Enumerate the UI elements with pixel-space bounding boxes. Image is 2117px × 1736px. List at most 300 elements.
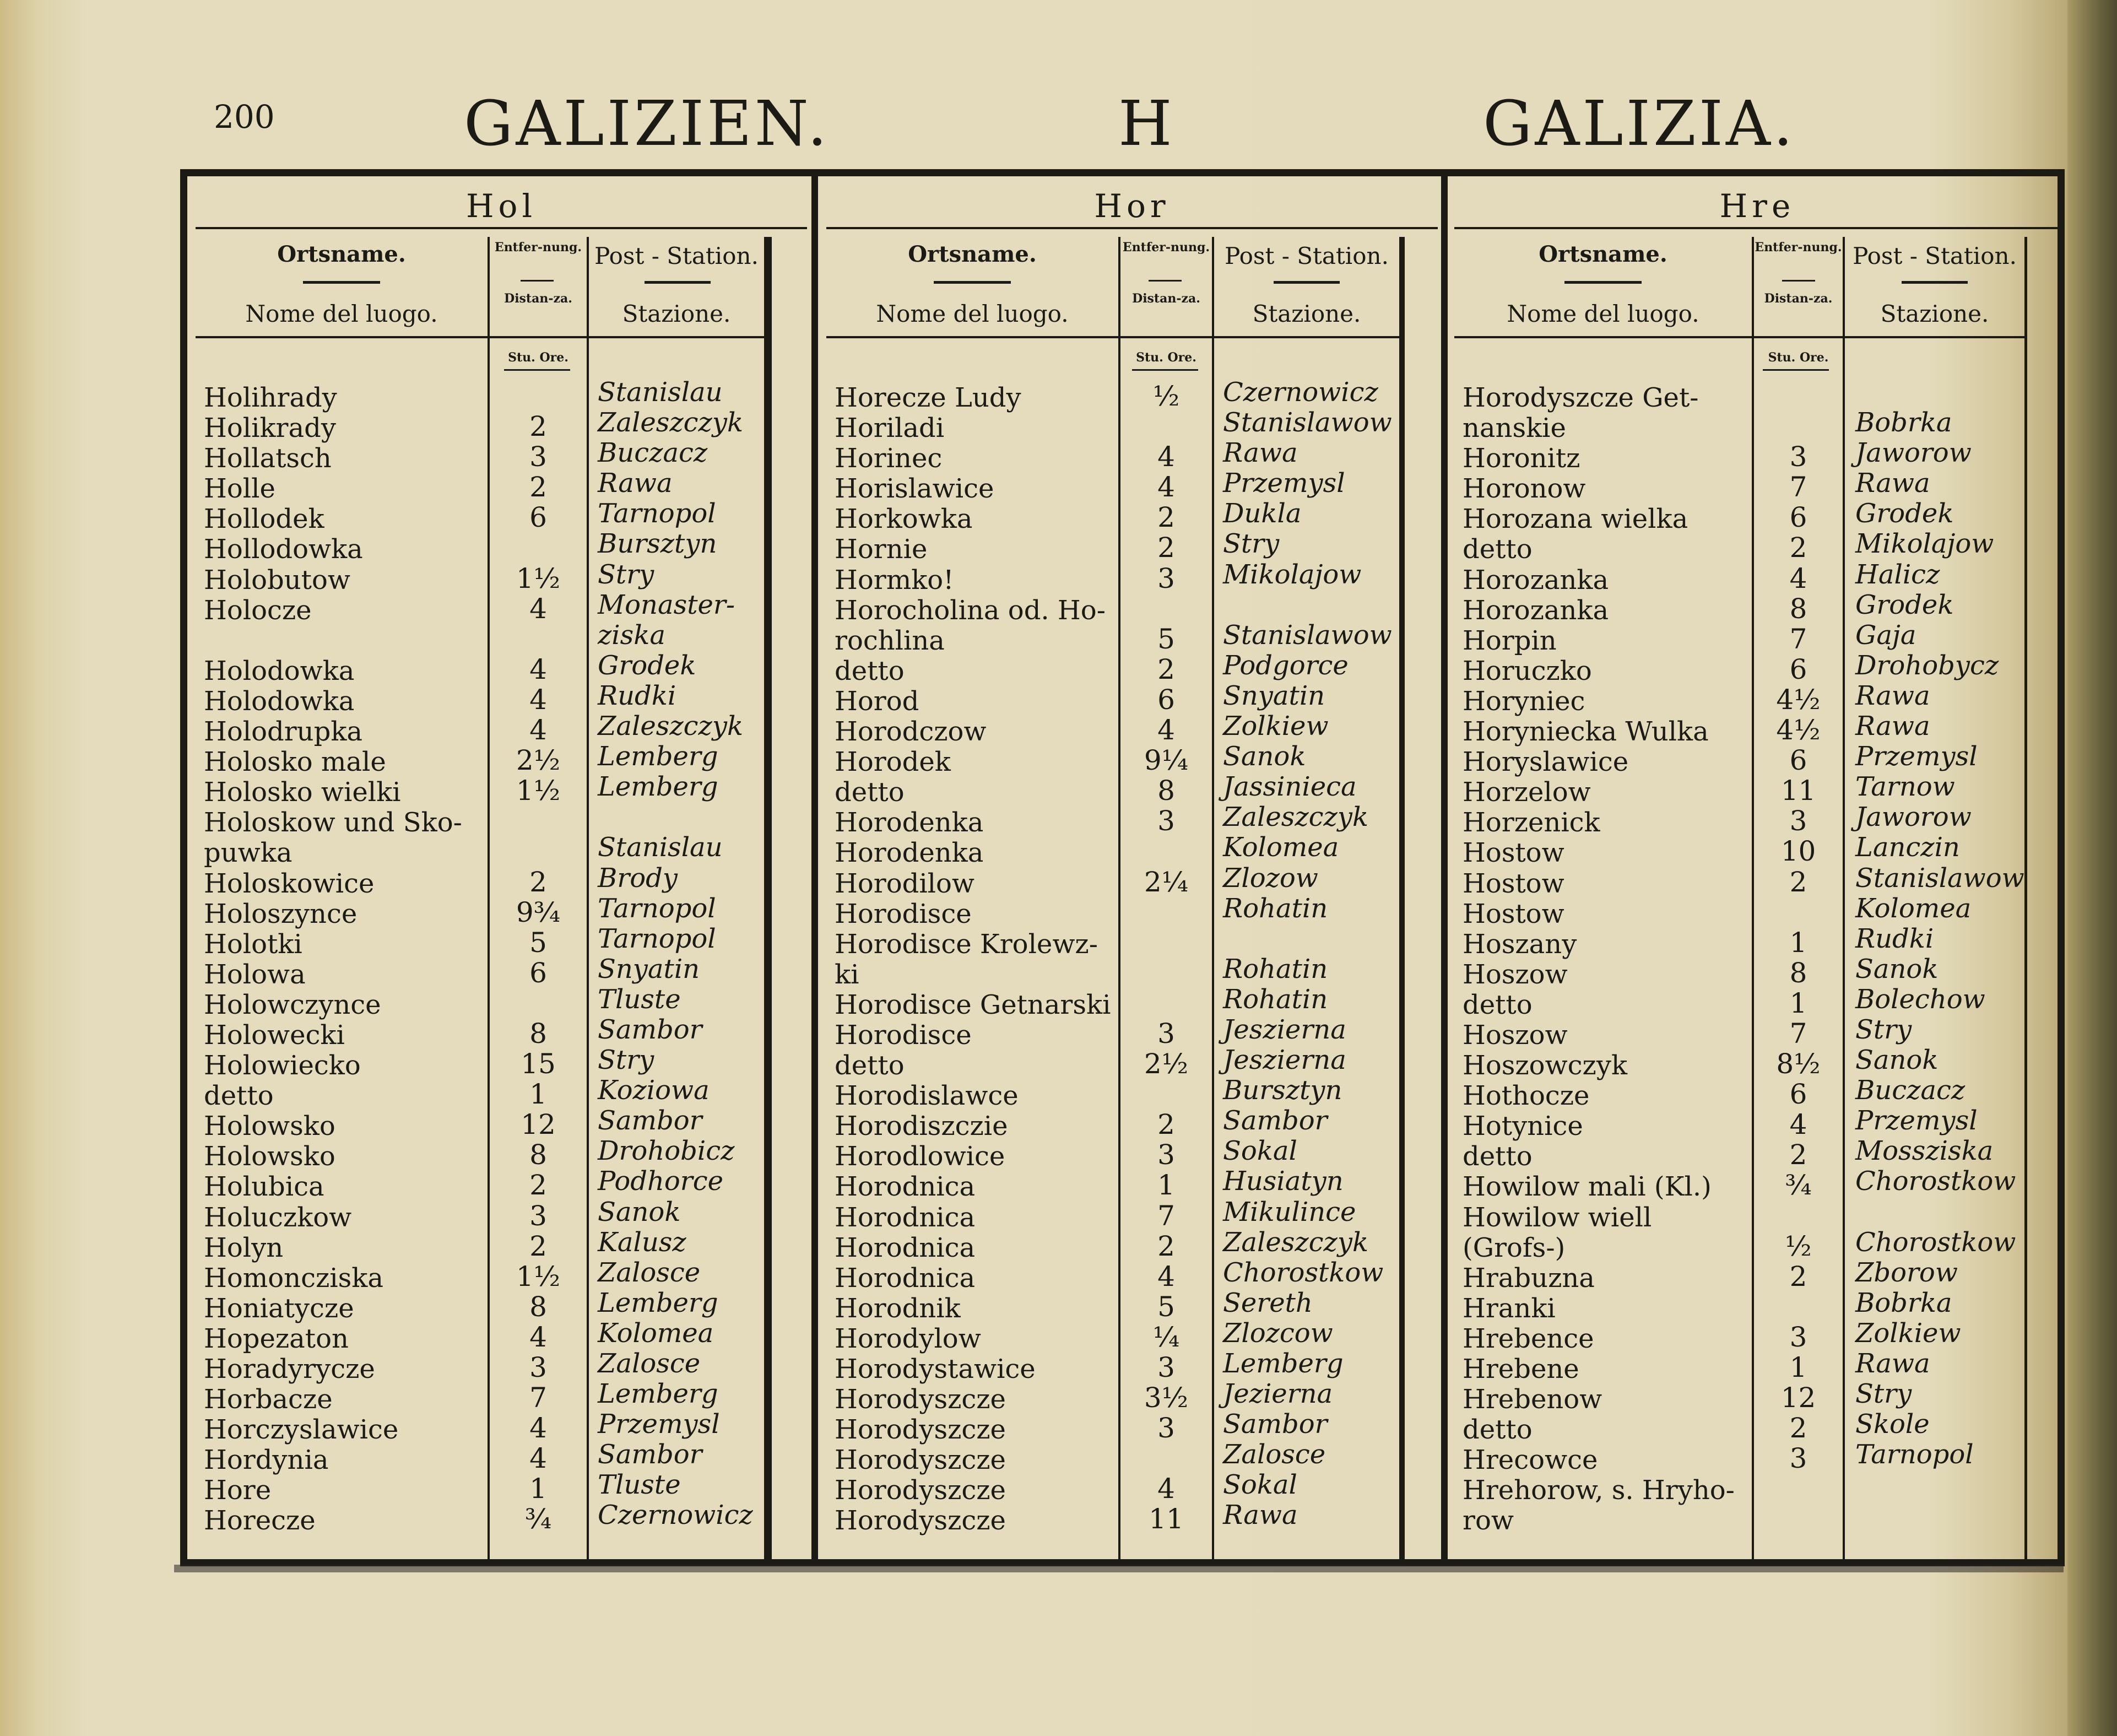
distance-hours: 2 bbox=[1157, 532, 1175, 564]
table-row bbox=[826, 1105, 1438, 1142]
distance-hours: 2 bbox=[529, 410, 547, 443]
place-name: Holodowka bbox=[204, 655, 355, 686]
table-row bbox=[1454, 650, 2060, 686]
distance-hours: 7 bbox=[1789, 471, 1807, 504]
place-name: Horinec bbox=[835, 443, 943, 474]
table-row bbox=[1454, 741, 2060, 778]
rule bbox=[196, 227, 807, 229]
table-row bbox=[196, 1257, 807, 1294]
distance-hours: 2 bbox=[1157, 1230, 1175, 1262]
table-row bbox=[1454, 407, 2060, 444]
post-station: Podgorce bbox=[1223, 650, 1349, 681]
table-row bbox=[196, 1348, 807, 1385]
post-station: Rawa bbox=[1223, 437, 1298, 469]
table-row bbox=[196, 1196, 807, 1233]
post-station: Stanislawow bbox=[1223, 407, 1392, 439]
table-row bbox=[1454, 437, 2060, 474]
distance-hours: 5 bbox=[1157, 623, 1175, 655]
table-row bbox=[826, 650, 1438, 686]
post-station: Lemberg bbox=[598, 741, 718, 772]
place-name: Hormko! bbox=[835, 564, 954, 596]
place-name: Homoncziska bbox=[204, 1262, 383, 1294]
place-name: Holobutow bbox=[204, 564, 350, 596]
post-station: Stry bbox=[1223, 528, 1280, 560]
distance-hours: 2 bbox=[1789, 1139, 1807, 1171]
post-station: Sanok bbox=[1855, 1045, 1939, 1076]
post-station: Lanczin bbox=[1855, 832, 1960, 863]
place-name: Holowsko bbox=[204, 1141, 335, 1172]
place-name: Horpin bbox=[1463, 625, 1557, 656]
distance-hours: 1 bbox=[1789, 1351, 1807, 1383]
place-name: Howilow mali (Kl.) bbox=[1463, 1171, 1712, 1203]
post-station: Mikolajow bbox=[1223, 559, 1362, 590]
place-name: Horod bbox=[835, 685, 919, 717]
post-station: Zaleszczyk bbox=[1223, 1226, 1369, 1258]
place-name: Hollodek bbox=[204, 504, 324, 535]
distance-hours: 2¼ bbox=[1144, 866, 1189, 898]
table-row bbox=[196, 893, 807, 929]
place-name: Horbacze bbox=[204, 1384, 333, 1415]
post-station: Przemysl bbox=[1855, 1105, 1978, 1137]
post-station: Brody bbox=[598, 862, 678, 894]
distance-hours: 3 bbox=[529, 1199, 547, 1232]
distance-hours: 6 bbox=[1157, 683, 1175, 716]
place-name: Horodenka bbox=[835, 807, 984, 839]
distance-hours: 3 bbox=[1157, 1017, 1175, 1050]
table-row bbox=[196, 1226, 807, 1263]
post-station: Sanok bbox=[1855, 953, 1939, 985]
post-station: Bobrka bbox=[1855, 1287, 1952, 1318]
place-name: Horyniecka Wulka bbox=[1463, 716, 1709, 748]
post-station: Koziowa bbox=[598, 1075, 710, 1106]
distance-hours: 12 bbox=[521, 1108, 556, 1141]
group-label: Hre bbox=[1719, 187, 1795, 225]
column-block-hor bbox=[826, 176, 1438, 1559]
post-station: Jaworow bbox=[1855, 802, 1972, 833]
group-label: Hol bbox=[465, 187, 537, 225]
table-row bbox=[1454, 802, 2060, 839]
header-galizia: GALIZIA. bbox=[1483, 88, 1796, 160]
place-name: rochlina bbox=[835, 625, 945, 656]
table-row bbox=[196, 1105, 807, 1142]
post-station: Rudki bbox=[598, 680, 676, 711]
distance-hours: 3 bbox=[1789, 1442, 1807, 1475]
table-row bbox=[1454, 1409, 2060, 1446]
place-name: Horocholina od. Ho- bbox=[835, 594, 1106, 626]
table-row bbox=[196, 1135, 807, 1172]
distance-hours: 8½ bbox=[1776, 1048, 1821, 1080]
table-row bbox=[826, 1166, 1438, 1203]
table-row bbox=[196, 1166, 807, 1203]
table-row bbox=[1454, 680, 2060, 717]
place-name: Hothocze bbox=[1463, 1080, 1590, 1112]
post-station: Tarnopol bbox=[598, 893, 716, 924]
place-name: Horecze bbox=[204, 1505, 316, 1537]
place-name: Horodenka bbox=[835, 837, 984, 869]
post-station: Lemberg bbox=[598, 771, 718, 803]
table-row bbox=[196, 923, 807, 960]
place-name: (Grofs-) bbox=[1463, 1232, 1566, 1263]
post-station: Rawa bbox=[598, 468, 673, 499]
place-name: Horodilow bbox=[835, 868, 975, 899]
col-header-dist-de: Entfer-nung. bbox=[1122, 240, 1210, 255]
table-row bbox=[1454, 1135, 2060, 1172]
table-row bbox=[196, 498, 807, 535]
table-row bbox=[1454, 1317, 2060, 1354]
post-station: Rawa bbox=[1855, 1348, 1930, 1379]
place-name: Horodyszcze bbox=[835, 1384, 1006, 1415]
rule bbox=[826, 336, 1399, 338]
rule bbox=[645, 281, 711, 284]
distance-hours: 4 bbox=[1157, 714, 1175, 747]
post-station: Sambor bbox=[598, 1439, 702, 1470]
table-row bbox=[826, 498, 1438, 535]
distance-hours: 6 bbox=[529, 956, 547, 989]
table-row bbox=[826, 741, 1438, 778]
distance-hours: 6 bbox=[1789, 1078, 1807, 1111]
post-station: Zolkiew bbox=[1855, 1317, 1961, 1349]
place-name: Horodyszcze bbox=[835, 1414, 1006, 1446]
place-name: Holowsko bbox=[204, 1111, 335, 1142]
table-row bbox=[1454, 832, 2060, 869]
table-row bbox=[826, 1378, 1438, 1415]
page-fold bbox=[2067, 0, 2117, 1736]
place-name: Hrebene bbox=[1463, 1354, 1579, 1385]
distance-hours: 9¼ bbox=[1144, 744, 1189, 777]
col-header-dist-de: Entfer-nung. bbox=[1755, 240, 1842, 255]
table-row bbox=[1454, 1348, 2060, 1385]
post-station: Grodek bbox=[598, 650, 696, 681]
post-station: Zaleszczyk bbox=[598, 407, 744, 439]
distance-hours: 2 bbox=[1157, 653, 1175, 685]
rows-hre bbox=[1454, 380, 2060, 1537]
distance-hours: 6 bbox=[529, 501, 547, 534]
table-row bbox=[826, 559, 1438, 596]
post-station: Przemysl bbox=[598, 1409, 720, 1440]
distance-hours: 8 bbox=[1789, 592, 1807, 625]
place-name: detto bbox=[835, 1050, 905, 1081]
distance-hours: 2½ bbox=[1144, 1048, 1189, 1080]
post-station: Sokal bbox=[1223, 1135, 1297, 1167]
col-header-name-de: Ortsname. bbox=[1539, 241, 1667, 267]
table-row bbox=[1454, 619, 2060, 656]
table-row bbox=[196, 1075, 807, 1112]
place-name: Hoszany bbox=[1463, 928, 1577, 960]
block-divider bbox=[1441, 176, 1448, 1559]
post-station: Jassinieca bbox=[1223, 771, 1357, 803]
distance-hours: 12 bbox=[1780, 1382, 1816, 1414]
distance-hours: 4 bbox=[529, 653, 547, 685]
table-row bbox=[196, 1045, 807, 1081]
post-station: Zolkiew bbox=[1223, 711, 1329, 742]
table-row bbox=[1454, 1226, 2060, 1263]
place-name: Hoszow bbox=[1463, 959, 1568, 990]
rule bbox=[1763, 369, 1829, 371]
place-name: Holuczkow bbox=[204, 1202, 352, 1233]
col-header-post-de: Post - Station. bbox=[594, 242, 759, 269]
post-station: Rawa bbox=[1223, 1500, 1298, 1531]
table-row bbox=[826, 1287, 1438, 1324]
place-name: Holowiecko bbox=[204, 1050, 361, 1081]
place-name: Horodislawce bbox=[835, 1080, 1019, 1112]
rule bbox=[826, 227, 1438, 229]
table-row bbox=[196, 1500, 807, 1537]
place-name: Holowa bbox=[204, 959, 306, 990]
post-station: Stanislau bbox=[598, 832, 723, 863]
post-station: Stanislau bbox=[598, 377, 723, 408]
table-row bbox=[196, 711, 807, 748]
table-row bbox=[196, 1439, 807, 1476]
distance-hours: 2 bbox=[1789, 532, 1807, 564]
post-station: Monaster- bbox=[598, 589, 735, 620]
table-row bbox=[826, 1409, 1438, 1446]
table-row bbox=[826, 983, 1438, 1020]
table-row bbox=[1454, 1075, 2060, 1112]
place-name: detto bbox=[204, 1080, 274, 1112]
post-station: Mikulince bbox=[1223, 1196, 1356, 1227]
place-name: Horodisce Krolewz- bbox=[835, 928, 1098, 960]
distance-hours: ¼ bbox=[1152, 1321, 1180, 1353]
distance-hours: ½ bbox=[1785, 1230, 1812, 1262]
distance-hours: 3 bbox=[1157, 1351, 1175, 1383]
post-station: Czernowicz bbox=[1223, 377, 1378, 408]
place-name: Hrabuzna bbox=[1463, 1262, 1595, 1294]
table-row bbox=[826, 593, 1438, 626]
distance-hours: 15 bbox=[521, 1048, 556, 1080]
place-name: Horodyszcze Get- bbox=[1463, 382, 1699, 413]
place-name: Horonitz bbox=[1463, 443, 1580, 474]
table-row bbox=[826, 1257, 1438, 1294]
distance-hours: 5 bbox=[1157, 1290, 1175, 1323]
table-row bbox=[196, 741, 807, 778]
place-name: Holihrady bbox=[204, 382, 337, 413]
post-station: Halicz bbox=[1855, 559, 1940, 590]
distance-hours: 4 bbox=[529, 714, 547, 747]
table-row bbox=[196, 805, 807, 839]
place-name: Hollatsch bbox=[204, 443, 332, 474]
table-row bbox=[826, 1075, 1438, 1112]
unit-label: Stu. Ore. bbox=[508, 350, 568, 365]
table-row bbox=[196, 953, 807, 990]
distance-hours: 4 bbox=[529, 1321, 547, 1353]
distance-hours: 1 bbox=[529, 1473, 547, 1505]
post-station: Rohatin bbox=[1223, 983, 1328, 1015]
post-station: Dukla bbox=[1223, 498, 1302, 529]
rows-hor bbox=[826, 377, 1438, 1537]
col-header-name-de: Ortsname. bbox=[277, 241, 406, 267]
table-row bbox=[196, 1014, 807, 1051]
table-row bbox=[826, 1439, 1438, 1476]
distance-hours: 8 bbox=[529, 1139, 547, 1171]
post-station: Rawa bbox=[1855, 711, 1930, 742]
post-station: Lemberg bbox=[1223, 1348, 1344, 1379]
distance-hours: 4 bbox=[1157, 1260, 1175, 1292]
post-station: Sanok bbox=[598, 1196, 681, 1227]
place-name: Holotki bbox=[204, 928, 302, 960]
post-station: Snyatin bbox=[1223, 680, 1325, 711]
table-row bbox=[1454, 468, 2060, 505]
post-station: Bursztyn bbox=[598, 528, 717, 560]
place-name: Horodyszcze bbox=[835, 1475, 1006, 1506]
distance-hours: 1½ bbox=[516, 775, 561, 807]
col-header-name-it: Nome del luogo. bbox=[1507, 300, 1699, 327]
post-station: Tarnopol bbox=[598, 498, 716, 529]
distance-hours: 3 bbox=[1157, 562, 1175, 594]
distance-hours: 3 bbox=[1157, 1412, 1175, 1445]
place-name: Hostow bbox=[1463, 837, 1564, 869]
distance-hours: 1 bbox=[1789, 987, 1807, 1019]
table-row bbox=[1454, 1200, 2060, 1233]
post-station: Rohatin bbox=[1223, 893, 1328, 924]
post-station: Rudki bbox=[1855, 923, 1934, 954]
place-name: Holikrady bbox=[204, 413, 336, 444]
table-row bbox=[1454, 1257, 2060, 1294]
place-name: Horzelow bbox=[1463, 777, 1591, 808]
post-station: Bursztyn bbox=[1223, 1075, 1342, 1106]
rule bbox=[1149, 280, 1182, 282]
header-letter: H bbox=[1118, 88, 1175, 160]
place-name: Holosko male bbox=[204, 747, 386, 778]
table-row bbox=[196, 559, 807, 596]
post-station: Drohobycz bbox=[1855, 650, 1999, 681]
place-name: Holowczynce bbox=[204, 989, 381, 1020]
post-station: Chorostkow bbox=[1855, 1166, 2016, 1197]
post-station: Zlozow bbox=[1223, 862, 1318, 894]
place-name: Holubica bbox=[204, 1171, 324, 1203]
place-name: Horodnica bbox=[835, 1171, 976, 1203]
distance-hours: 1½ bbox=[516, 562, 561, 594]
distance-hours: 7 bbox=[1789, 623, 1807, 655]
table-row bbox=[196, 407, 807, 444]
post-station: Sambor bbox=[598, 1014, 702, 1045]
post-station: Jaworow bbox=[1855, 437, 1972, 469]
table-row bbox=[1454, 862, 2060, 899]
distance-hours: 3 bbox=[1789, 441, 1807, 473]
post-station: Tarnopol bbox=[598, 923, 716, 954]
distance-hours: 3 bbox=[529, 1351, 547, 1383]
post-station: Bolechow bbox=[1855, 983, 1985, 1015]
post-station: Zlozcow bbox=[1223, 1317, 1333, 1349]
distance-hours: 4 bbox=[1789, 562, 1807, 594]
table-row bbox=[1454, 923, 2060, 960]
place-name: Hostow bbox=[1463, 898, 1564, 929]
page-number: 200 bbox=[214, 98, 275, 136]
col-header-name-it: Nome del luogo. bbox=[876, 300, 1069, 327]
post-station: Rohatin bbox=[1223, 953, 1328, 985]
table-row bbox=[1454, 1473, 2060, 1506]
place-name: Horodyszcze bbox=[835, 1505, 1006, 1537]
place-name: Horadyrycze bbox=[204, 1354, 375, 1385]
place-name: Horodlowice bbox=[835, 1141, 1005, 1172]
place-name: Horodnica bbox=[835, 1202, 976, 1233]
unit-label: Stu. Ore. bbox=[1136, 350, 1196, 365]
place-name: Hollodowka bbox=[204, 534, 363, 565]
place-name: ki bbox=[835, 959, 859, 990]
distance-hours: 8 bbox=[529, 1017, 547, 1050]
place-name: Hore bbox=[204, 1475, 272, 1506]
place-name: Horecze Ludy bbox=[835, 382, 1021, 413]
table-row bbox=[826, 927, 1438, 960]
place-name: Holoskowice bbox=[204, 868, 375, 899]
distance-hours: 11 bbox=[1149, 1503, 1184, 1535]
post-station: Jeszierna bbox=[1223, 1045, 1346, 1076]
place-name: Horodczow bbox=[835, 716, 987, 748]
place-name: Horodyszcze bbox=[835, 1445, 1006, 1476]
post-station: Sereth bbox=[1223, 1287, 1313, 1318]
post-station: Sambor bbox=[598, 1105, 702, 1137]
table-row bbox=[196, 680, 807, 717]
distance-hours: 10 bbox=[1780, 835, 1816, 868]
table-row bbox=[196, 377, 807, 413]
place-name: Horzenick bbox=[1463, 807, 1600, 839]
post-station: Stry bbox=[598, 559, 654, 590]
rule bbox=[1782, 280, 1815, 282]
distance-hours: 4 bbox=[1157, 471, 1175, 504]
place-name: Hrebenow bbox=[1463, 1384, 1602, 1415]
place-name: Horodisce Getnarski bbox=[835, 989, 1111, 1020]
table-row bbox=[826, 802, 1438, 839]
rule bbox=[1274, 281, 1340, 284]
distance-hours: 4 bbox=[529, 1412, 547, 1445]
place-name: Holodrupka bbox=[204, 716, 363, 748]
post-station: Lemberg bbox=[598, 1378, 718, 1410]
distance-hours: 6 bbox=[1789, 744, 1807, 777]
post-station: Chorostkow bbox=[1855, 1226, 2016, 1258]
place-name: Hrehorow, s. Hryho- bbox=[1463, 1475, 1735, 1506]
column-block-hol bbox=[196, 176, 807, 1559]
table-row bbox=[1454, 498, 2060, 535]
post-station: Jeszierna bbox=[1223, 1014, 1346, 1045]
post-station: Kolomea bbox=[1223, 832, 1339, 863]
place-name: Holoskow und Sko- bbox=[204, 807, 462, 839]
distance-hours: 4 bbox=[1789, 1108, 1807, 1141]
distance-hours: 2 bbox=[529, 1230, 547, 1262]
distance-hours: 1½ bbox=[516, 1260, 561, 1292]
distance-hours: 6 bbox=[1789, 653, 1807, 685]
place-name: Holocze bbox=[204, 594, 312, 626]
table-row bbox=[826, 862, 1438, 899]
col-header-post-de: Post - Station. bbox=[1853, 242, 2017, 269]
place-name: Hoszow bbox=[1463, 1019, 1568, 1051]
col-header-name-de: Ortsname. bbox=[908, 241, 1037, 267]
distance-hours: 2 bbox=[1157, 1108, 1175, 1141]
header-galizien: GALIZIEN. bbox=[464, 88, 830, 160]
post-station: Zalosce bbox=[1223, 1439, 1326, 1470]
distance-hours: 6 bbox=[1789, 501, 1807, 534]
col-header-dist-it: Distan-za. bbox=[1132, 291, 1200, 306]
post-station: Sambor bbox=[1223, 1409, 1328, 1440]
post-station: Grodek bbox=[1855, 498, 1954, 529]
post-station: Rawa bbox=[1855, 680, 1930, 711]
place-name: Holyn bbox=[204, 1232, 284, 1263]
table-row bbox=[826, 377, 1438, 413]
place-name: Horodylow bbox=[835, 1323, 981, 1354]
table-row bbox=[1454, 380, 2060, 413]
post-station: Snyatin bbox=[598, 953, 700, 985]
place-name: Horkowka bbox=[835, 504, 973, 535]
place-name: detto bbox=[1463, 1414, 1533, 1446]
column-block-hre bbox=[1454, 176, 2060, 1559]
post-station: Kolomea bbox=[598, 1317, 714, 1349]
col-header-post-it: Stazione. bbox=[1880, 300, 1989, 327]
table-row bbox=[826, 1317, 1438, 1354]
post-station: Zaleszczyk bbox=[1223, 802, 1369, 833]
rule bbox=[1902, 281, 1968, 284]
place-name: detto bbox=[835, 777, 905, 808]
table-row bbox=[196, 437, 807, 474]
post-station: Czernowicz bbox=[598, 1500, 753, 1531]
table-row bbox=[196, 619, 807, 653]
